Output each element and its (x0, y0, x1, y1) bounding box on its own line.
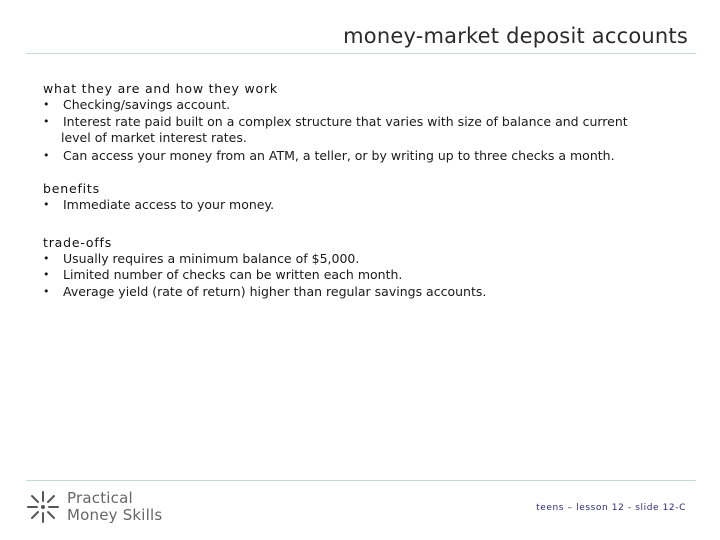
bullet-icon: • (43, 268, 50, 281)
bullet-item (43, 251, 653, 268)
bullet-text: Average yield (rate of return) higher than regular savings accounts. (63, 283, 487, 299)
slide-reference: teens – lesson 12 - slide 12-C (536, 503, 686, 513)
logo-line-2: Money Skills (67, 506, 163, 524)
bullet-icon: • (43, 148, 50, 162)
bullet-text: Can access your money from an ATM, a teller, or by writing up to three checks a month. (63, 147, 615, 163)
bullet-icon: • (43, 114, 50, 128)
bullet-text: Checking/savings account. (63, 97, 231, 112)
bullet-text: Usually requires a minimum balance of $5,000. (63, 250, 360, 266)
bullet-item (43, 114, 653, 147)
section-trade-offs (43, 234, 653, 301)
asterisk-logo-icon (26, 490, 60, 524)
top-divider (26, 53, 696, 54)
bullet-list (43, 197, 653, 214)
bullet-item (43, 284, 653, 301)
bullet-item (43, 197, 653, 214)
bullet-item (43, 267, 653, 284)
section-benefits (43, 180, 653, 214)
bullet-item (43, 97, 653, 114)
bullet-item (43, 148, 653, 165)
bullet-text: Limited number of checks can be written each month. (63, 267, 403, 282)
bullet-text-continuation: level of market interest rates. (61, 130, 247, 145)
bullet-text: Immediate access to your money. (63, 197, 275, 212)
bullet-icon: • (43, 251, 50, 265)
section-heading: what they are and how they work (43, 81, 278, 96)
bullet-icon: • (43, 198, 50, 211)
logo-line-1: Practical (67, 489, 133, 507)
section-heading: benefits (43, 181, 100, 196)
bullet-text: Interest rate paid built on a complex structure that varies with size of balance and current (63, 113, 628, 129)
practical-money-skills-logo (26, 490, 162, 524)
slide-title: money-market deposit accounts (343, 24, 688, 48)
slide-content (43, 80, 653, 316)
bullet-icon: • (43, 284, 50, 298)
logo-wordmark (67, 490, 162, 524)
section-what-they-are (43, 80, 653, 164)
bullet-list (43, 97, 653, 164)
bullet-icon: • (43, 98, 50, 111)
bullet-list (43, 251, 653, 301)
bottom-divider (26, 480, 696, 481)
section-heading: trade-offs (43, 234, 113, 250)
